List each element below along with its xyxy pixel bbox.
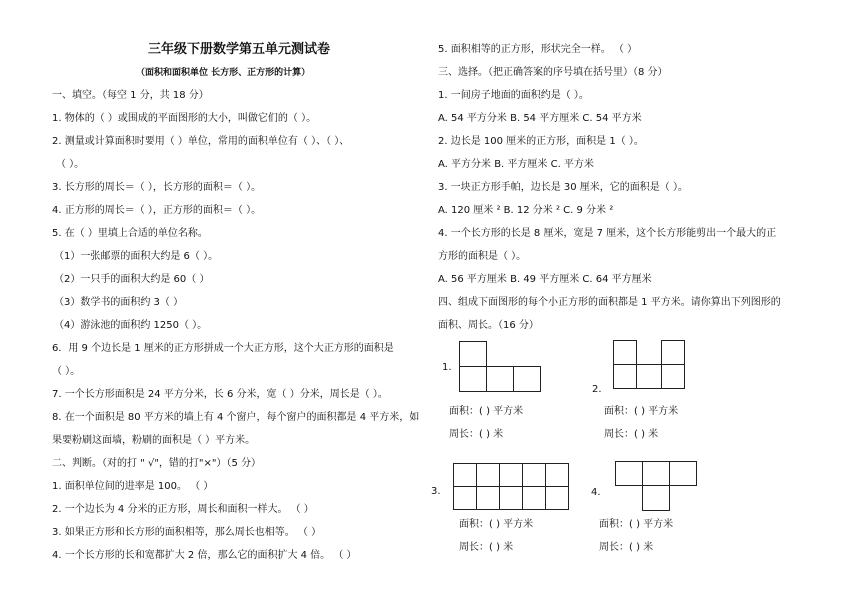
choice-q1: 1. 一间房子地面的面积约是（ ）。 — [438, 90, 589, 101]
fill-in-q5-4: （4）游泳池的面积约 1250（ ）。 — [54, 320, 208, 331]
judge-q4: 4. 一个长方形的长和宽都扩大 2 倍，那么它的面积扩大 4 倍。 （ ） — [52, 550, 357, 561]
figure-4-area: 面积：( ) 平方米 — [599, 519, 674, 530]
fill-in-q8: 8. 在一个面积是 80 平方米的墙上有 4 个窗户，每个窗户的面积都是 4 平方米，如 — [52, 412, 420, 423]
section-fill-in-heading: 一、填空。（每空 1 分，共 18 分） — [52, 90, 209, 101]
judge-q3: 3. 如果正方形和长方形的面积相等，那么周长也相等。 （ ） — [52, 527, 322, 538]
choice-q2-options: A. 平方分米 B. 平方厘米 C. 平方米 — [438, 159, 594, 170]
choice-q2: 2. 边长是 100 厘米的正方形，面积是 1（ ）。 — [438, 136, 644, 147]
fill-in-q6-cont: （ ）。 — [52, 366, 81, 377]
fill-in-q4: 4. 正方形的周长＝（ ），正方形的面积＝（ ）。 — [52, 205, 262, 216]
exam-subtitle: （面积和面积单位 长方形、正方形的计算） — [136, 68, 311, 78]
section-choice-heading: 三、选择。（把正确答案的序号填在括号里）（8 分） — [438, 67, 668, 78]
fill-in-q6: 6．用 9 个边长是 1 厘米的正方形拼成一个大正方形，这个大正方形的面积是 — [52, 343, 394, 354]
figure-3-label: 3. — [431, 486, 441, 497]
exam-title: 三年级下册数学第五单元测试卷 — [148, 42, 331, 57]
choice-q4-cont: 方形的面积是（ ）。 — [438, 251, 527, 262]
figure-2-label: 2. — [592, 384, 602, 395]
choice-q4: 4. 一个长方形的长是 8 厘米，宽是 7 厘米，这个长方形能剪出一个最大的正 — [438, 228, 777, 239]
figure-3-area: 面积：( ) 平方米 — [459, 519, 534, 530]
fill-in-q1: 1. 物体的（ ）或围成的平面图形的大小，叫做它们的（ ）。 — [52, 113, 317, 124]
fill-in-q2: 2. 测量或计算面积时要用（ ）单位，常用的面积单位有（ ）、（ ）、 — [52, 136, 350, 147]
section-figures-heading-cont: 面积、周长。（16 分） — [438, 320, 539, 331]
choice-q3: 3. 一块正方形手帕，边长是 30 厘米，它的面积是（ ）。 — [438, 182, 688, 193]
choice-q3-options: A. 120 厘米 ² B. 12 分米 ² C. 9 分米 ² — [438, 205, 614, 216]
figure-1-perimeter: 周长：( ) 米 — [449, 429, 504, 440]
section-figures-heading: 四、组成下面图形的每个小正方形的面积都是 1 平方米。请你算出下列图形的 — [438, 297, 781, 308]
fill-in-q7: 7. 一个长方形面积是 24 平方分米，长 6 分米，宽（ ）分米，周长是（ ）。 — [52, 389, 388, 400]
fill-in-q5-1: （1）一张邮票的面积大约是 6（ ）。 — [54, 251, 219, 262]
figure-2-area: 面积：( ) 平方米 — [604, 406, 679, 417]
fill-in-q3: 3. 长方形的周长＝（ ），长方形的面积＝（ ）。 — [52, 182, 262, 193]
judge-q2: 2. 一个边长为 4 分米的正方形，周长和面积一样大。 （ ） — [52, 504, 314, 515]
figure-4-perimeter: 周长：( ) 米 — [599, 542, 654, 553]
figure-4-label: 4. — [591, 487, 601, 498]
choice-q1-options: A. 54 平方分米 B. 54 平方厘米 C. 54 平方米 — [438, 113, 642, 124]
fill-in-q5-2: （2）一只手的面积大约是 60（ ） — [54, 274, 210, 285]
figure-3-perimeter: 周长：( ) 米 — [459, 542, 514, 553]
fill-in-q2-cont: （ ）。 — [56, 159, 85, 170]
figure-2-perimeter: 周长：( ) 米 — [604, 429, 659, 440]
judge-q1: 1. 面积单位间的进率是 100。 （ ） — [52, 481, 214, 492]
figure-1-label: 1. — [442, 362, 452, 373]
choice-q4-options: A. 56 平方厘米 B. 49 平方厘米 C. 64 平方厘米 — [438, 274, 652, 285]
fill-in-q5-3: （3）数学书的面积约 3（ ） — [54, 297, 184, 308]
fill-in-q5: 5. 在（ ）里填上合适的单位名称。 — [52, 228, 208, 239]
section-judge-heading: 二、判断。（对的打 " √"，错的打"×"）（5 分） — [52, 458, 262, 469]
figure-1-area: 面积：( ) 平方米 — [449, 406, 524, 417]
judge-q5: 5. 面积相等的正方形，形状完全一样。 （ ） — [438, 44, 638, 55]
fill-in-q8-cont: 果要粉刷这面墙，粉刷的面积是（ ）平方米。 — [52, 435, 256, 446]
